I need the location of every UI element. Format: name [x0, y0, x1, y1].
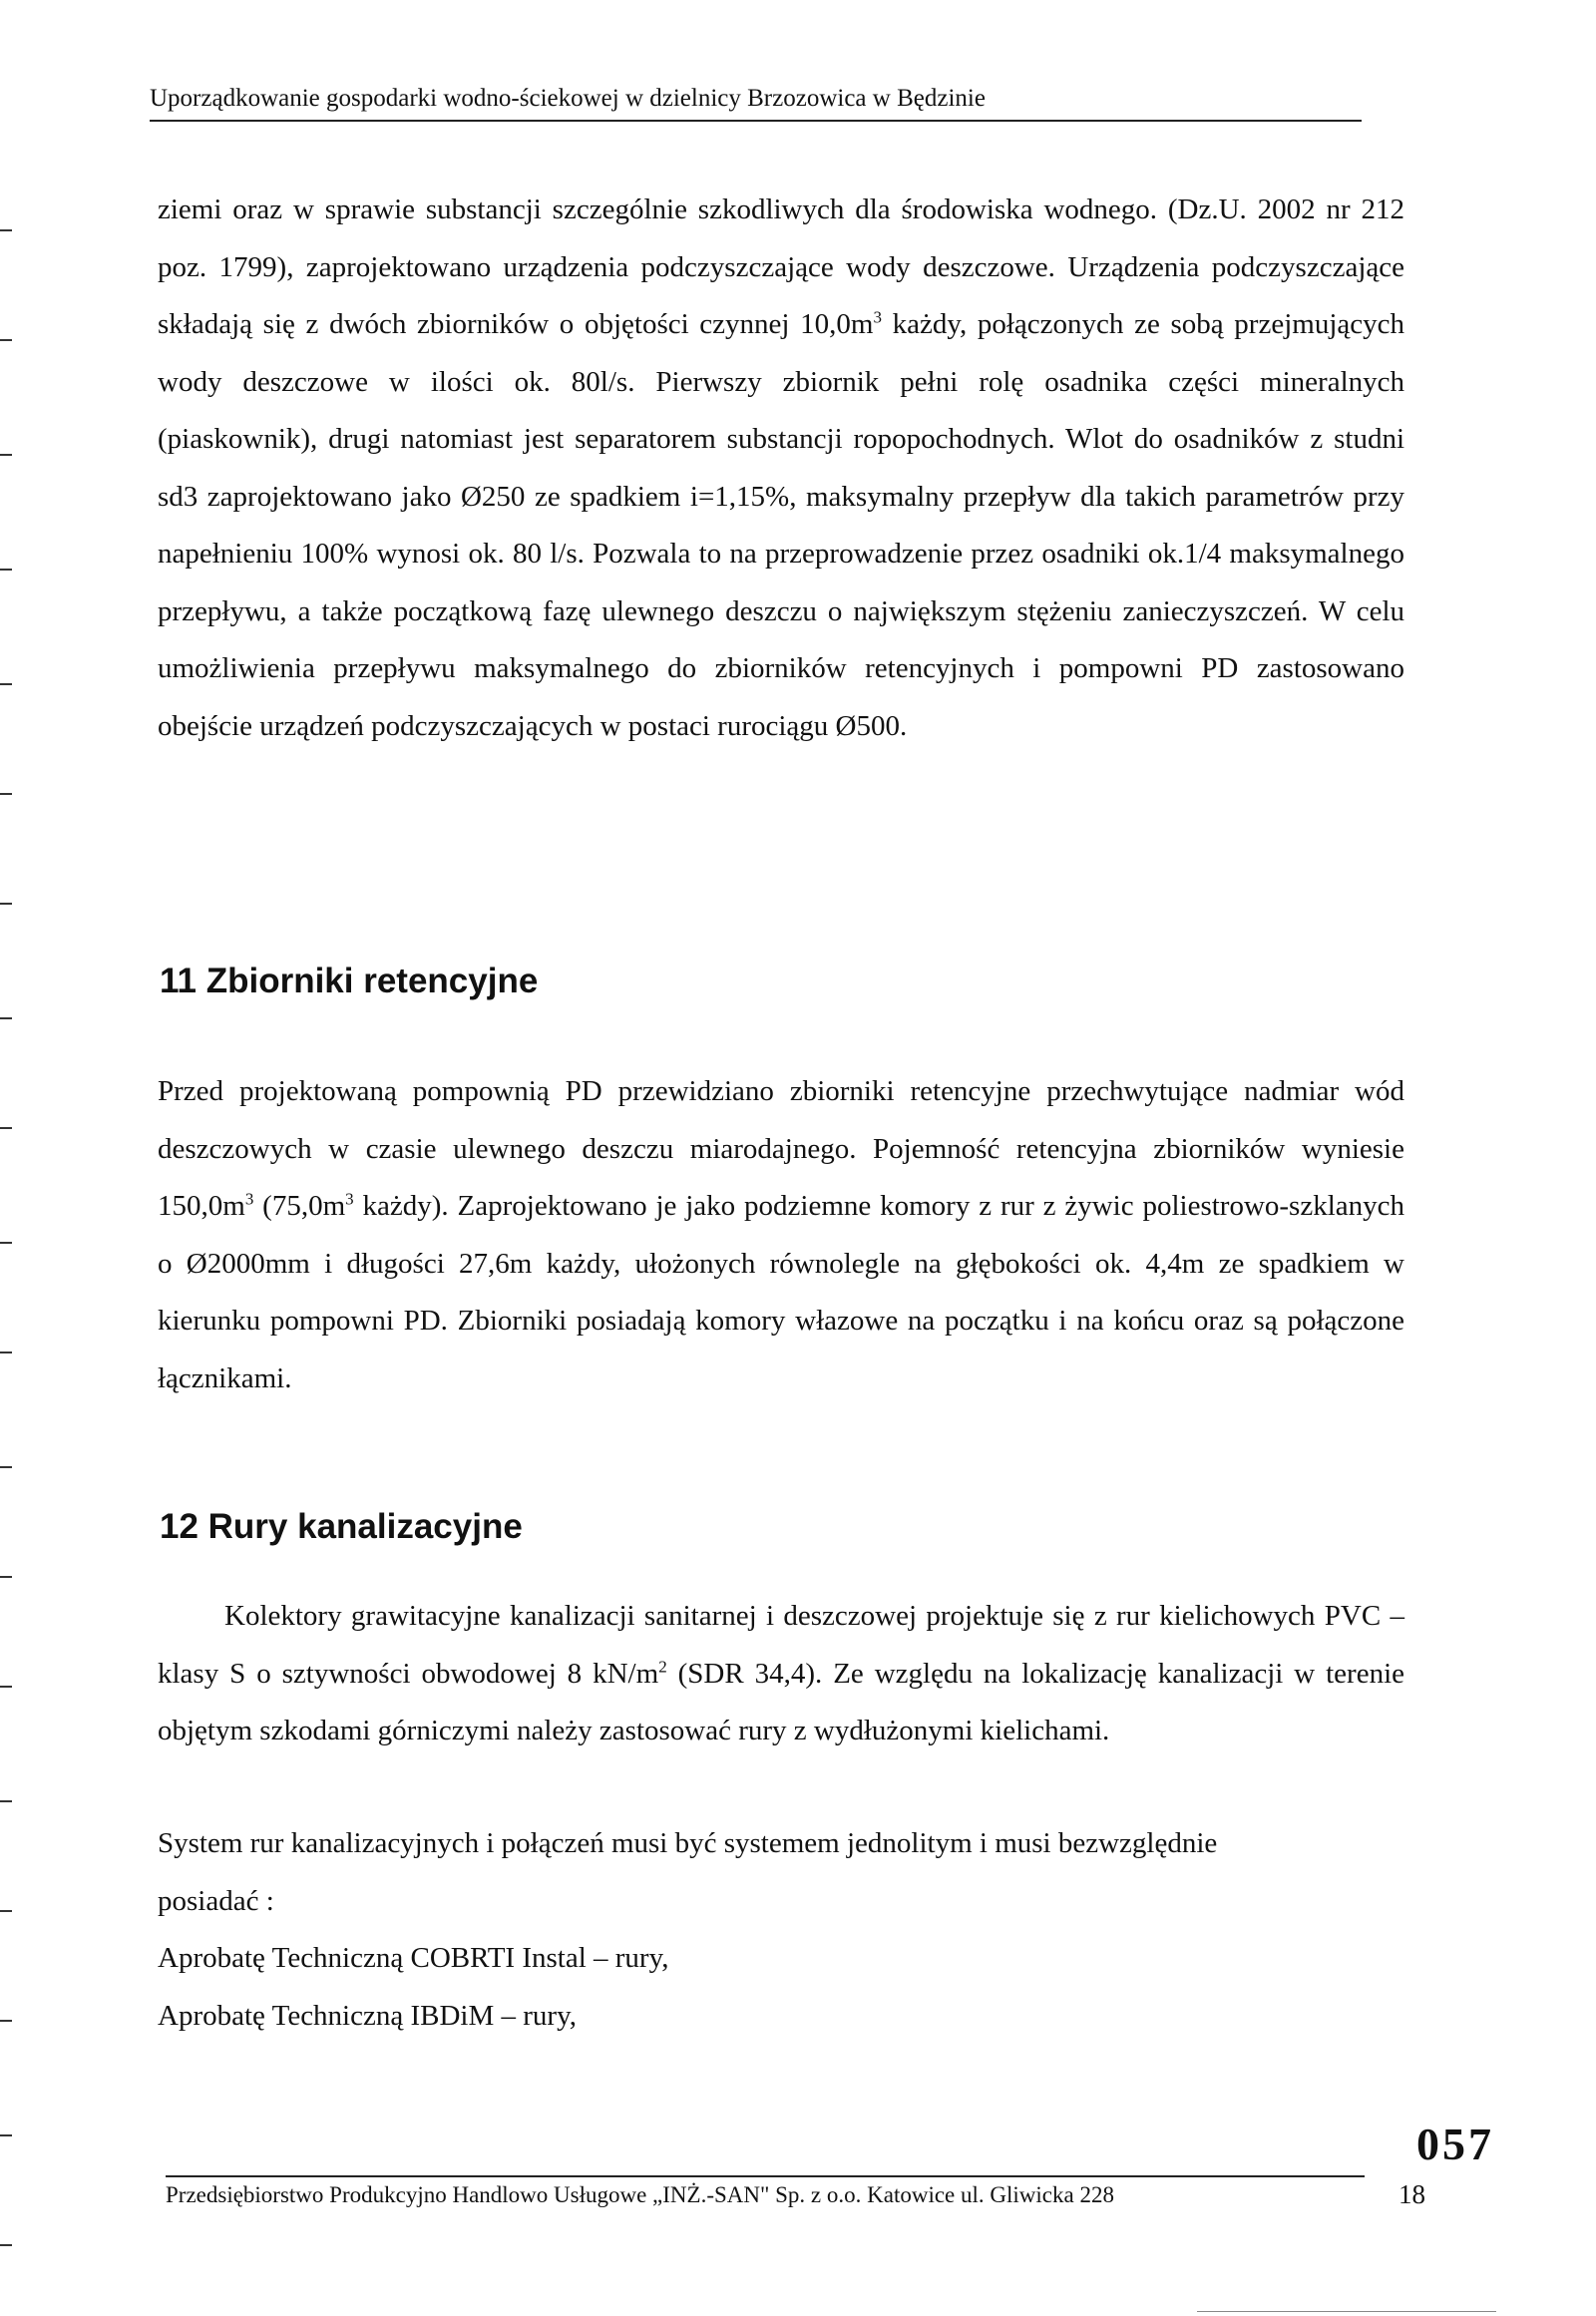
paragraph-text: Przed projektowaną pompownią PD przewidziano zbiorniki retencyjne przechwytujące nadmiar wód deszczowych w czasie ulewnego deszczu miarodajnego. Pojemność retencyjna zbiorników wyniesie 150,0m: [158, 1075, 1404, 1222]
scan-margin-mark: [0, 793, 12, 795]
scan-margin-mark: [0, 1127, 12, 1129]
scan-margin-mark: [0, 2134, 12, 2136]
scan-margin-mark: [0, 1686, 12, 1688]
scan-margin-mark: [0, 339, 12, 341]
scan-margin-mark: [0, 683, 12, 685]
superscript: 3: [873, 307, 882, 327]
scan-margin-mark: [0, 1017, 12, 1019]
system-requirement-line: System rur kanalizacyjnych i połączeń musi być systemem jednolitym i musi bezwzględnie: [158, 1827, 1218, 1859]
footer-divider: [166, 2175, 1365, 2177]
paragraph-retention: [158, 1063, 1404, 1407]
superscript: 2: [658, 1656, 667, 1676]
scan-margin-mark: [0, 1910, 12, 1912]
scan-edge-line: [1197, 2311, 1496, 2312]
scan-margin-mark: [0, 1800, 12, 1802]
scan-margin-mark: [0, 454, 12, 456]
approval-cobrti: Aprobatę Techniczną COBRTI Instal – rury,: [158, 1942, 669, 1974]
section-heading-12: 12 Rury kanalizacyjne: [160, 1507, 523, 1546]
scan-margin-mark: [0, 1576, 12, 1578]
scan-margin-mark: [0, 1351, 12, 1353]
paragraph-pretreatment: [158, 182, 1404, 755]
posiadac-line: posiadać :: [158, 1884, 274, 1917]
paragraph-text: (75,0m: [253, 1190, 346, 1222]
superscript: 3: [244, 1189, 254, 1209]
section-heading-11: 11 Zbiorniki retencyjne: [160, 962, 539, 1000]
paragraph-text: ziemi oraz w sprawie substancji szczególnie szkodliwych dla środowiska wodnego. (Dz.U. 2002 nr 212 poz. 1799), zaprojektowano urządzenia podczyszczające wody deszczowe. Urządzenia podczyszczające składają się z dwóch zbiorników o objętości czynnej 10,0m: [158, 193, 1404, 340]
paragraph-text: (SDR 34,4). Ze względu na lokalizację kanalizacji w terenie objętym szkodami górniczymi należy zastosować rury z wydłużonymi kielichami.: [158, 1657, 1404, 1746]
scan-margin-mark: [0, 229, 12, 231]
footer-company: Przedsiębiorstwo Produkcyjno Handlowo Usługowe „INŻ.-SAN" Sp. z o.o. Katowice ul. Gliwicka 228: [166, 2182, 1114, 2207]
running-header: Uporządkowanie gospodarki wodno-ściekowej w dzielnicy Brzozowica w Będzinie: [150, 85, 986, 112]
scan-margin-mark: [0, 2244, 12, 2246]
approval-ibdim: Aprobatę Techniczną IBDiM – rury,: [158, 1999, 577, 2032]
paragraph-text: każdy, połączonych ze sobą przejmujących wody deszczowe w ilości ok. 80l/s. Pierwszy zbiornik pełni rolę osadnika części mineralnych (piaskownik), drugi natomiast jest separatorem substancji ropopochodnych. Wlot do osadników z studni sd3 zaprojektowano jako Ø250 ze spadkiem i=1,15%, maksymalny przepływ dla takich parametrów przy napełnieniu 100% wynosi ok. 80 l/s. Pozwala to na przeprowadzenie przez osadniki ok.1/4 maksymalnego przepływu, a także początkową fazę ulewnego deszczu o największym stężeniu zanieczyszczeń. W celu umożliwienia przepływu maksymalnego do zbiorników retencyjnych i pompowni PD zastosowano obejście urządzeń podczyszczających w postaci rurociągu Ø500.: [158, 308, 1404, 742]
paragraph-text: Kolektory grawitacyjne kanalizacji sanitarnej i deszczowej projektuje się z rur kielichowych PVC – klasy S o sztywności obwodowej 8 kN/m: [158, 1600, 1404, 1690]
requirements-list: [158, 1815, 1404, 2045]
superscript: 3: [345, 1189, 354, 1209]
page-number: 18: [1398, 2179, 1425, 2209]
paragraph-text: każdy). Zaprojektowano je jako podziemne komory z rur z żywic poliestrowo-szklanych o Ø2000mm i długości 27,6m każdy, ułożonych równolegle na głębokości ok. 4,4m ze spadkiem w kierunku pompowni PD. Zbiorniki posiadają komory włazowe na początku i na końcu oraz są połączone łącznikami.: [158, 1190, 1405, 1394]
scan-margin-mark: [0, 1242, 12, 1244]
scan-margin-mark: [0, 903, 12, 905]
scan-margin-mark: [0, 2020, 12, 2022]
scan-margin-mark: [0, 569, 12, 571]
paragraph-pipes: [158, 1588, 1404, 1760]
sheet-stamp-number: 057: [1416, 2119, 1494, 2169]
scan-margin-mark: [0, 1466, 12, 1468]
header-divider: [150, 120, 1362, 122]
